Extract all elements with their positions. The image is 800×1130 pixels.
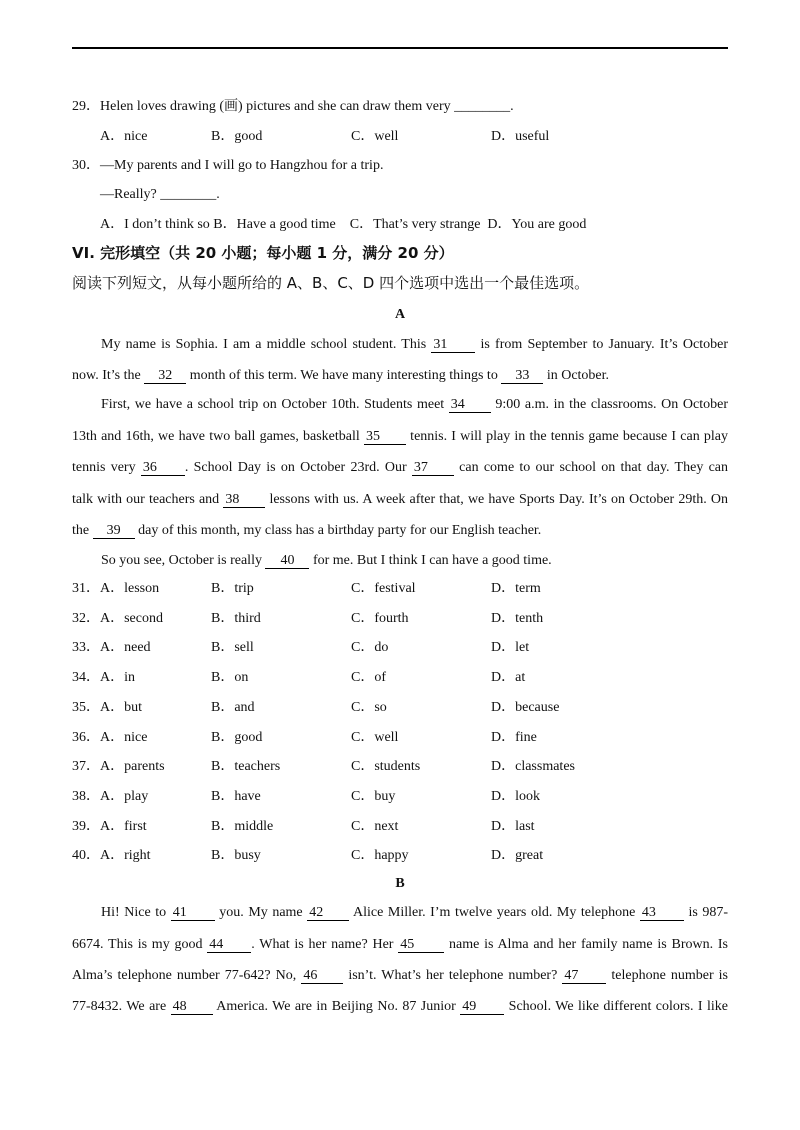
option-a: A．parents	[100, 759, 165, 774]
question-number: 37．	[72, 759, 100, 774]
passage-a-line: tennis very 36 . School Day is on October 23rd. Our 37 can come to our school on that day. They can	[72, 460, 728, 475]
passage-b-line: 77-8432. We are 48 America. We are in Beijing No. 87 Junior 49 School. We like different colors. I like	[72, 999, 728, 1014]
option-c: C．festival	[351, 581, 416, 596]
passage-a-line: now. It’s the 32 month of this term. We have many interesting things to 33 in October.	[72, 368, 610, 383]
passage-b-line: Hi! Nice to 41 you. My name 42 Alice Miller. I’m twelve years old. My telephone 43 is 987-	[101, 905, 729, 920]
option-d: D．tenth	[491, 611, 544, 626]
option-a: A．lesson	[100, 581, 160, 596]
passage-a-label: A	[394, 307, 406, 322]
blank-49: 49	[460, 999, 504, 1015]
question-29	[72, 98, 514, 116]
question-number: 30．	[72, 158, 100, 173]
option-b: B．teachers	[211, 759, 281, 774]
passage-a-line: the 39 day of this month, my class has a birthday party for our English teacher.	[72, 523, 542, 538]
option-a: A．in	[100, 670, 135, 685]
passage-a-line: So you see, October is really 40 for me. But I think I can have a good time.	[101, 553, 552, 568]
option-b: B．busy	[211, 848, 261, 863]
option-b: B．third	[211, 611, 261, 626]
option-d: D．useful	[491, 129, 550, 144]
option-d: D．let	[491, 640, 530, 655]
option-d: D．fine	[491, 730, 537, 745]
blank-35: 35	[364, 429, 406, 445]
option-a: A．but	[100, 700, 142, 715]
option-b: B．sell	[211, 640, 254, 655]
blank-40: 40	[265, 553, 309, 569]
passage-b-line: 6674. This is my good 44 . What is her name? Her 45 name is Alma and her family name is Brown. Is	[72, 937, 729, 952]
blank-44: 44	[207, 937, 251, 953]
option-a: A．right	[100, 848, 151, 863]
blank-32: 32	[144, 368, 186, 384]
option-d: D．last	[491, 819, 535, 834]
option-c: C．so	[351, 700, 387, 715]
option-d: D．term	[491, 581, 541, 596]
option-b: B．and	[211, 700, 255, 715]
question-number: 38．	[72, 789, 100, 804]
question-number: 36．	[72, 730, 100, 745]
question-30-reply: —Really? ________.	[100, 187, 220, 202]
question-stem: Helen loves drawing (画) pictures and she can draw them very ________.	[100, 99, 514, 114]
passage-b-label: B	[395, 876, 405, 891]
option-c: C．of	[351, 670, 386, 685]
option-b: B．good	[211, 129, 263, 144]
question-30	[72, 157, 383, 175]
option-b: B．on	[211, 670, 249, 685]
question-number: 39．	[72, 819, 100, 834]
blank-36: 36	[141, 460, 185, 476]
option-c: C．well	[351, 129, 399, 144]
option-a: A．nice	[100, 129, 148, 144]
section-instruction: 阅读下列短文，从每小题所给的 A、B、C、D 四个选项中选出一个最佳选项。	[72, 274, 590, 292]
option-d: D．look	[491, 789, 540, 804]
passage-b-line: Alma’s telephone number 77-642? No, 46 isn’t. What’s her telephone number? 47 telephone number is	[72, 968, 728, 983]
option-c: C．students	[351, 759, 421, 774]
question-number: 29．	[72, 99, 100, 114]
passage-a-line: First, we have a school trip on October 10th. Students meet 34 9:00 a.m. in the classrooms. On October	[101, 397, 728, 412]
blank-37: 37	[412, 460, 454, 476]
passage-a-line: My name is Sophia. I am a middle school student. This 31 is from September to January. It’s October	[101, 337, 728, 352]
blank-33: 33	[501, 368, 543, 384]
option-a: A．need	[100, 640, 151, 655]
question-30-options: A．I don’t think so B．Have a good time C．That’s very strange D．You are good	[100, 217, 587, 232]
blank-45: 45	[398, 937, 444, 953]
option-b: B．good	[211, 730, 263, 745]
option-d: D．classmates	[491, 759, 575, 774]
option-a: A．first	[100, 819, 147, 834]
option-c: C．happy	[351, 848, 409, 863]
question-number: 32．	[72, 611, 100, 626]
blank-38: 38	[223, 492, 265, 508]
blank-42: 42	[307, 905, 349, 921]
blank-41: 41	[171, 905, 215, 921]
blank-47: 47	[562, 968, 606, 984]
question-number: 33．	[72, 640, 100, 655]
option-a: A．second	[100, 611, 163, 626]
blank-43: 43	[640, 905, 684, 921]
blank-46: 46	[301, 968, 343, 984]
passage-a-line: 13th and 16th, we have two ball games, basketball 35 tennis. I will play in the tennis game because I can play	[72, 429, 728, 444]
blank-39: 39	[93, 523, 135, 539]
option-d: D．at	[491, 670, 526, 685]
option-b: B．trip	[211, 581, 254, 596]
option-c: C．do	[351, 640, 389, 655]
option-a: A．play	[100, 789, 149, 804]
question-number: 35．	[72, 700, 100, 715]
option-c: C．buy	[351, 789, 396, 804]
option-c: C．next	[351, 819, 399, 834]
blank-48: 48	[171, 999, 213, 1015]
section-title: VI. 完形填空（共 20 小题；每小题 1 分，满分 20 分）	[72, 244, 454, 262]
option-d: D．great	[491, 848, 544, 863]
option-c: C．well	[351, 730, 399, 745]
blank-31: 31	[431, 337, 475, 353]
option-c: C．fourth	[351, 611, 409, 626]
question-number: 34．	[72, 670, 100, 685]
header-rule	[72, 47, 728, 49]
question-number: 31．	[72, 581, 100, 596]
passage-a-line: talk with our teachers and 38 lessons with us. A week after that, we have Sports Day. It’s on October 29th. On	[72, 492, 728, 507]
question-number: 40．	[72, 848, 100, 863]
blank-34: 34	[449, 397, 491, 413]
option-d: D．because	[491, 700, 560, 715]
question-stem: —My parents and I will go to Hangzhou for a trip.	[100, 158, 384, 173]
option-b: B．middle	[211, 819, 274, 834]
option-a: A．nice	[100, 730, 148, 745]
option-b: B．have	[211, 789, 261, 804]
